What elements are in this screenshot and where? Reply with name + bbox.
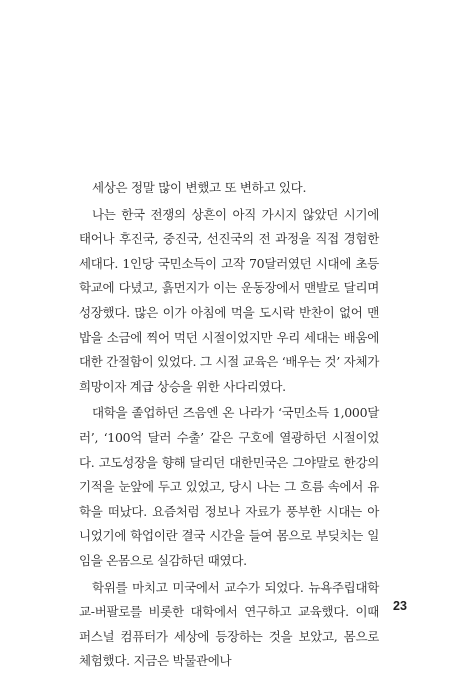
paragraph: 학위를 마치고 미국에서 교수가 되었다. 뉴욕주립대학교-버팔로를 비롯한 대학에서 연구하고 교육했다. 이때 퍼스널 컴퓨터가 세상에 등장하는 것을 보았고, 몸으로 체험했다. 지금은 박물관에나 xyxy=(79,579,379,669)
body-text xyxy=(79,176,379,676)
paragraph: 세상은 정말 많이 변했고 또 변하고 있다. xyxy=(92,180,307,195)
paragraph: 대학을 졸업하던 즈음엔 온 나라가 ‘국민소득 1,000달러’, ‘100억 달러 수출’ 같은 구호에 열광하던 시절이었다. 고도성장을 향해 달리던 대한민국은 그야말로 한강의 기적을 눈앞에 두고 있었고, 당시 나는 그 흐름 속에서 유학을 떠났다. 요즘처럼 정보나 자료가 풍부한 시대는 아니었기에 학업이란 결국 시간을 들여 몸으로 부딪치는 일임을 온몸으로 실감하던 때였다. xyxy=(79,405,379,568)
paragraph: 나는 한국 전쟁의 상흔이 아직 가시지 않았던 시기에 태어나 후진국, 중진국, 선진국의 전 과정을 직접 경험한 세대다. 1인당 국민소득이 고작 70달러였던 시대에 초등학교에 다녔고, 흙먼지가 이는 운동장에서 맨발로 달리며 성장했다. 많은 이가 아침에 먹을 도시락 반찬이 없어 맨밥을 소금에 찍어 먹던 시절이었지만 우리 세대는 배움에 대한 간절함이 있었다. 그 시절 교육은 ‘배우는 것’ 자체가 희망이자 계급 상승을 위한 사다리였다. xyxy=(79,206,379,394)
page-number: 23 xyxy=(393,599,407,613)
